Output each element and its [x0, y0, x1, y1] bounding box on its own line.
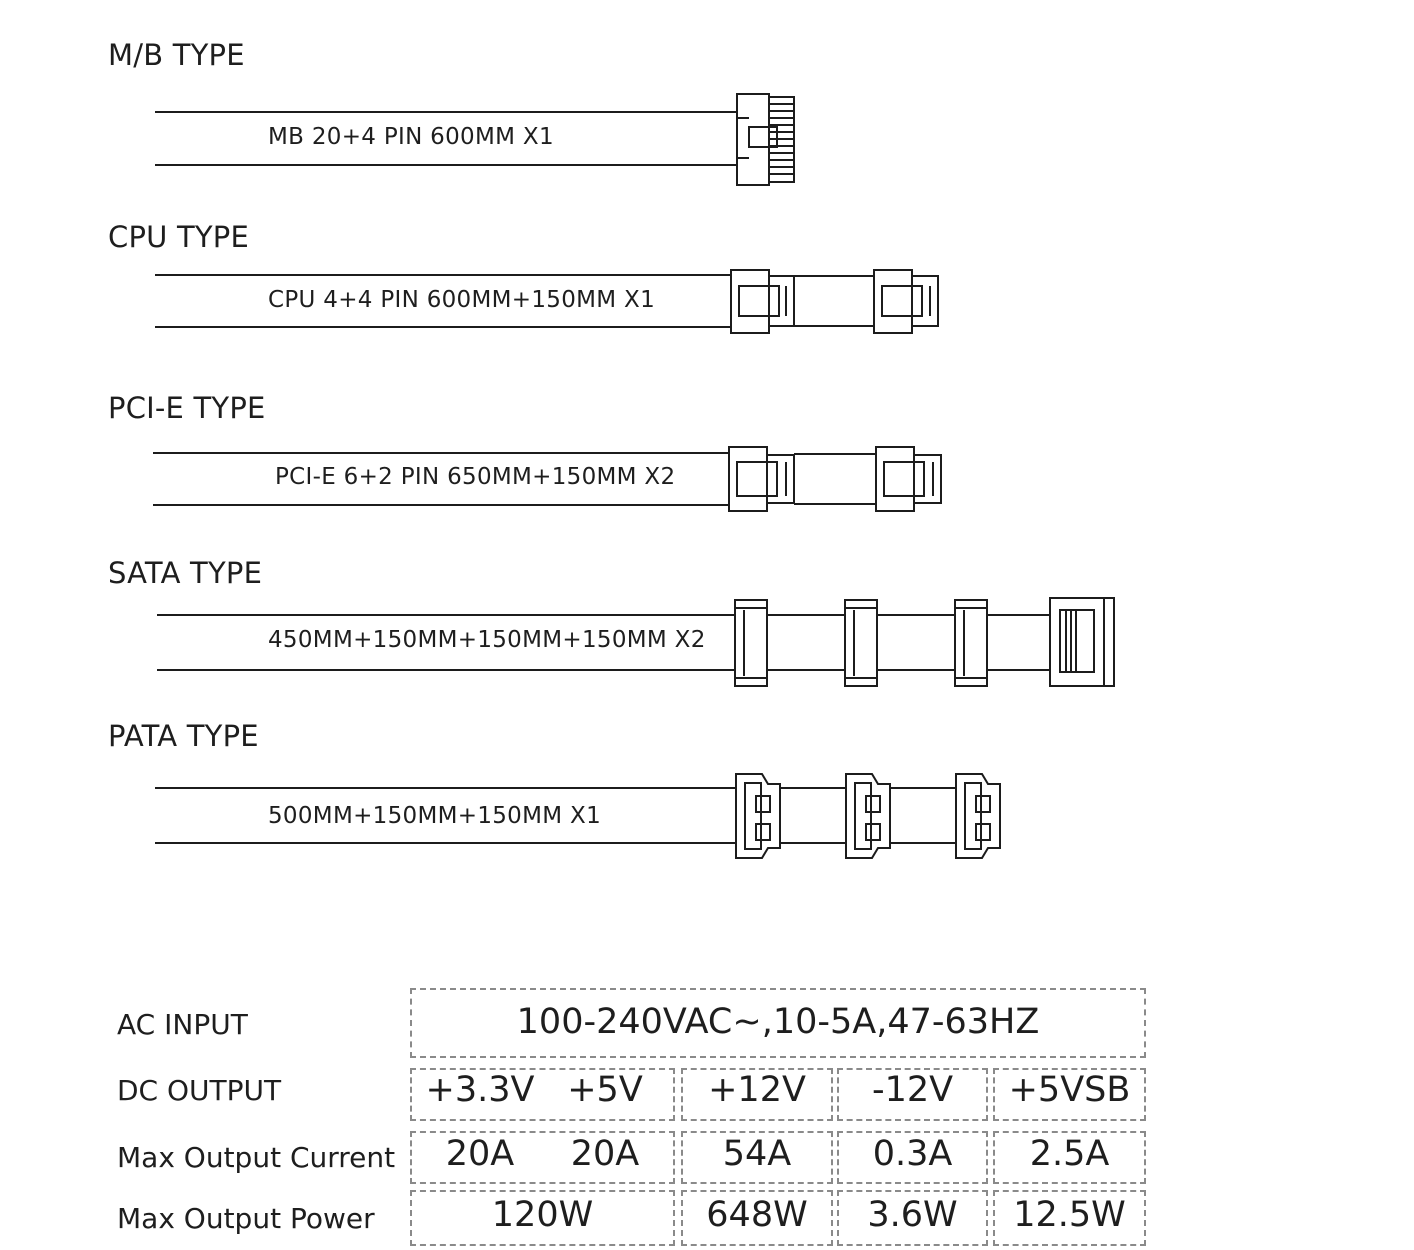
mb-24pin-connector-icon: [737, 94, 794, 185]
sata-connector-3-icon: [955, 600, 987, 686]
mb-cable-label: MB 20+4 PIN 600MM X1: [268, 124, 554, 150]
sata-connector-1-icon: [735, 600, 767, 686]
pata-type-title: PATA TYPE: [108, 719, 259, 753]
pcie-connector-1-icon: [729, 447, 794, 511]
pcie-type-title: PCI-E TYPE: [108, 391, 266, 425]
sata-type-title: SATA TYPE: [108, 556, 263, 590]
power-neg12v: 3.6W: [867, 1195, 958, 1235]
current-3v3: 20A: [445, 1134, 515, 1174]
dc-output-label: DC OUTPUT: [117, 1074, 282, 1107]
pata-connector-2-icon: [846, 774, 890, 858]
cpu-connector-1-icon: [731, 270, 794, 333]
current-5vsb: 2.5A: [1029, 1134, 1110, 1174]
current-5v: 20A: [570, 1134, 640, 1174]
pata-cable: [155, 774, 1000, 858]
mb-cable: [155, 94, 794, 185]
ac-input-label: AC INPUT: [117, 1008, 248, 1041]
pata-connector-1-icon: [736, 774, 780, 858]
ac-input-value: 100-240VAC~,10-5A,47-63HZ: [516, 1002, 1040, 1042]
power-5vsb: 12.5W: [1013, 1195, 1126, 1235]
mb-type-title: M/B TYPE: [108, 38, 245, 72]
dc-output-neg12v: -12V: [871, 1070, 954, 1110]
sata-cable: [157, 598, 1114, 686]
cpu-cable-label: CPU 4+4 PIN 600MM+150MM X1: [268, 287, 656, 313]
pcie-cable-label: PCI-E 6+2 PIN 650MM+150MM X2: [275, 464, 676, 490]
current-12v: 54A: [722, 1134, 792, 1174]
pata-cable-label: 500MM+150MM+150MM X1: [268, 803, 602, 829]
pcie-connector-2-icon: [876, 447, 941, 511]
current-neg12v: 0.3A: [872, 1134, 953, 1174]
cpu-type-title: CPU TYPE: [108, 220, 250, 254]
dc-output-3v3: +3.3V: [425, 1070, 535, 1110]
sata-connector-2-icon: [845, 600, 877, 686]
dc-output-5vsb: +5VSB: [1008, 1070, 1131, 1110]
cpu-connector-2-icon: [874, 270, 938, 333]
cpu-cable: [155, 270, 938, 333]
pcie-cable: [153, 447, 941, 511]
sata-end-connector-icon: [1050, 598, 1114, 686]
dc-output-5v: +5V: [567, 1070, 643, 1110]
power-12v: 648W: [706, 1195, 808, 1235]
max-output-current-label: Max Output Current: [117, 1141, 396, 1174]
power-3v3-5v: 120W: [491, 1195, 594, 1235]
pata-connector-3-icon: [956, 774, 1000, 858]
dc-output-12v: +12V: [708, 1070, 806, 1110]
sata-cable-label: 450MM+150MM+150MM+150MM X2: [268, 627, 706, 653]
max-output-power-label: Max Output Power: [117, 1202, 375, 1235]
